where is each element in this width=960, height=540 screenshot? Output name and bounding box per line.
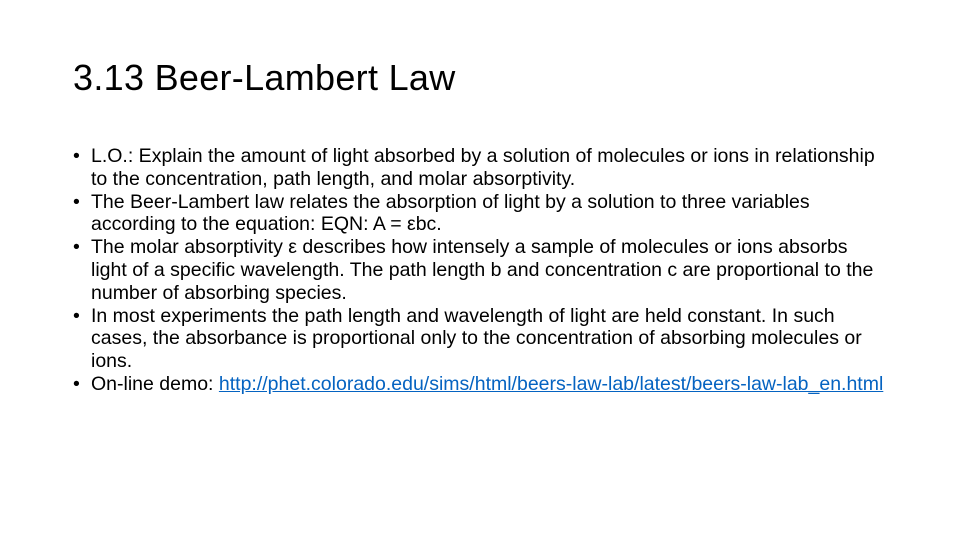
bullet-molar-absorptivity: [73, 236, 888, 304]
bullet-dot-icon: •: [73, 236, 80, 259]
bullet-list: [73, 145, 888, 396]
bullet-dot-icon: •: [73, 304, 80, 327]
bullet-experiments: [73, 305, 888, 373]
bullet-text: L.O.: Explain the amount of light absorbed by a solution of molecules or ions in relationship to the concentration, path length, and molar absorptivity.: [91, 145, 875, 190]
bullet-beer-lambert-law: [73, 191, 888, 236]
slide-title: 3.13 Beer-Lambert Law: [73, 57, 456, 98]
bullet-online-demo: [73, 373, 888, 396]
bullet-dot-icon: •: [73, 190, 80, 213]
bullet-text: The Beer-Lambert law relates the absorption of light by a solution to three variables according to the equation: EQN: A = εbc.: [91, 190, 810, 236]
demo-link[interactable]: http://phet.colorado.edu/sims/html/beers-law-lab/latest/beers-law-lab_en.html: [218, 372, 884, 395]
bullet-learning-objective: [73, 145, 888, 190]
bullet-dot-icon: •: [73, 145, 80, 167]
bullet-text: The molar absorptivity ε describes how intensely a sample of molecules or ions absorbs light of a specific wavelength. The path length b and concentration c are proportional to the number of absorbing species.: [91, 236, 874, 304]
bullet-dot-icon: •: [73, 372, 80, 395]
bullet-text: On-line demo:: [91, 372, 219, 395]
bullet-text: In most experiments the path length and wavelength of light are held constant. In such cases, the absorbance is proportional only to the concentration of absorbing molecules or ions.: [91, 304, 862, 372]
